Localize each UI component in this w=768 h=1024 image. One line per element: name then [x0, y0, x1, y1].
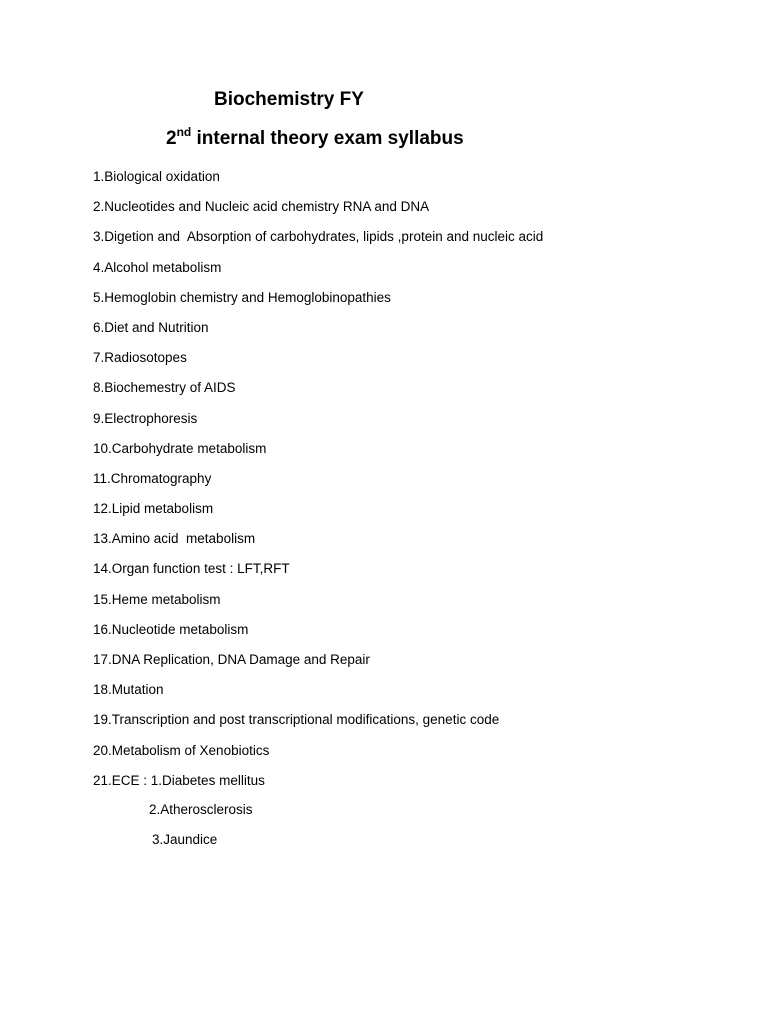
syllabus-item: 11.Chromatography: [93, 470, 212, 486]
syllabus-item: 13.Amino acid metabolism: [93, 531, 256, 547]
syllabus-item: 16.Nucleotide metabolism: [93, 621, 249, 637]
syllabus-item: 20.Metabolism of Xenobiotics: [93, 742, 270, 758]
syllabus-item: 15.Heme metabolism: [93, 591, 221, 607]
subtitle-number: 2: [166, 128, 177, 149]
document-subtitle: [166, 125, 464, 150]
syllabus-item: 17.DNA Replication, DNA Damage and Repair: [93, 652, 370, 667]
syllabus-item: 12.Lipid metabolism: [93, 501, 214, 517]
syllabus-list: [93, 168, 543, 802]
syllabus-item: 10.Carbohydrate metabolism: [93, 440, 267, 456]
syllabus-item: 18.Mutation: [93, 682, 164, 698]
syllabus-item-ece: 21.ECE : 1.Diabetes mellitus: [93, 772, 265, 788]
ece-subitem: 2.Atherosclerosis: [149, 802, 253, 817]
document-title: Biochemistry FY: [214, 89, 364, 110]
syllabus-item: 1.Biological oxidation: [93, 169, 220, 184]
syllabus-item: 2.Nucleotides and Nucleic acid chemistry RNA and DNA: [93, 199, 430, 215]
syllabus-item: 14.Organ function test : LFT,RFT: [93, 561, 290, 577]
subtitle-ordinal-suffix: nd: [176, 125, 192, 139]
subtitle-text: internal theory exam syllabus: [191, 128, 464, 149]
syllabus-item: 3.Digetion and Absorption of carbohydrates, lipids ,protein and nucleic acid: [93, 229, 544, 245]
syllabus-item: 8.Biochemestry of AIDS: [93, 380, 236, 396]
syllabus-item: 6.Diet and Nutrition: [93, 319, 209, 335]
syllabus-item: 4.Alcohol metabolism: [93, 259, 222, 275]
syllabus-item: 19.Transcription and post transcriptional modifications, genetic code: [93, 712, 500, 728]
syllabus-item: 5.Hemoglobin chemistry and Hemoglobinopathies: [93, 289, 391, 305]
syllabus-item: 7.Radiosotopes: [93, 350, 187, 366]
ece-subitem: 3.Jaundice: [152, 832, 218, 847]
syllabus-item: 9.Electrophoresis: [93, 410, 198, 426]
